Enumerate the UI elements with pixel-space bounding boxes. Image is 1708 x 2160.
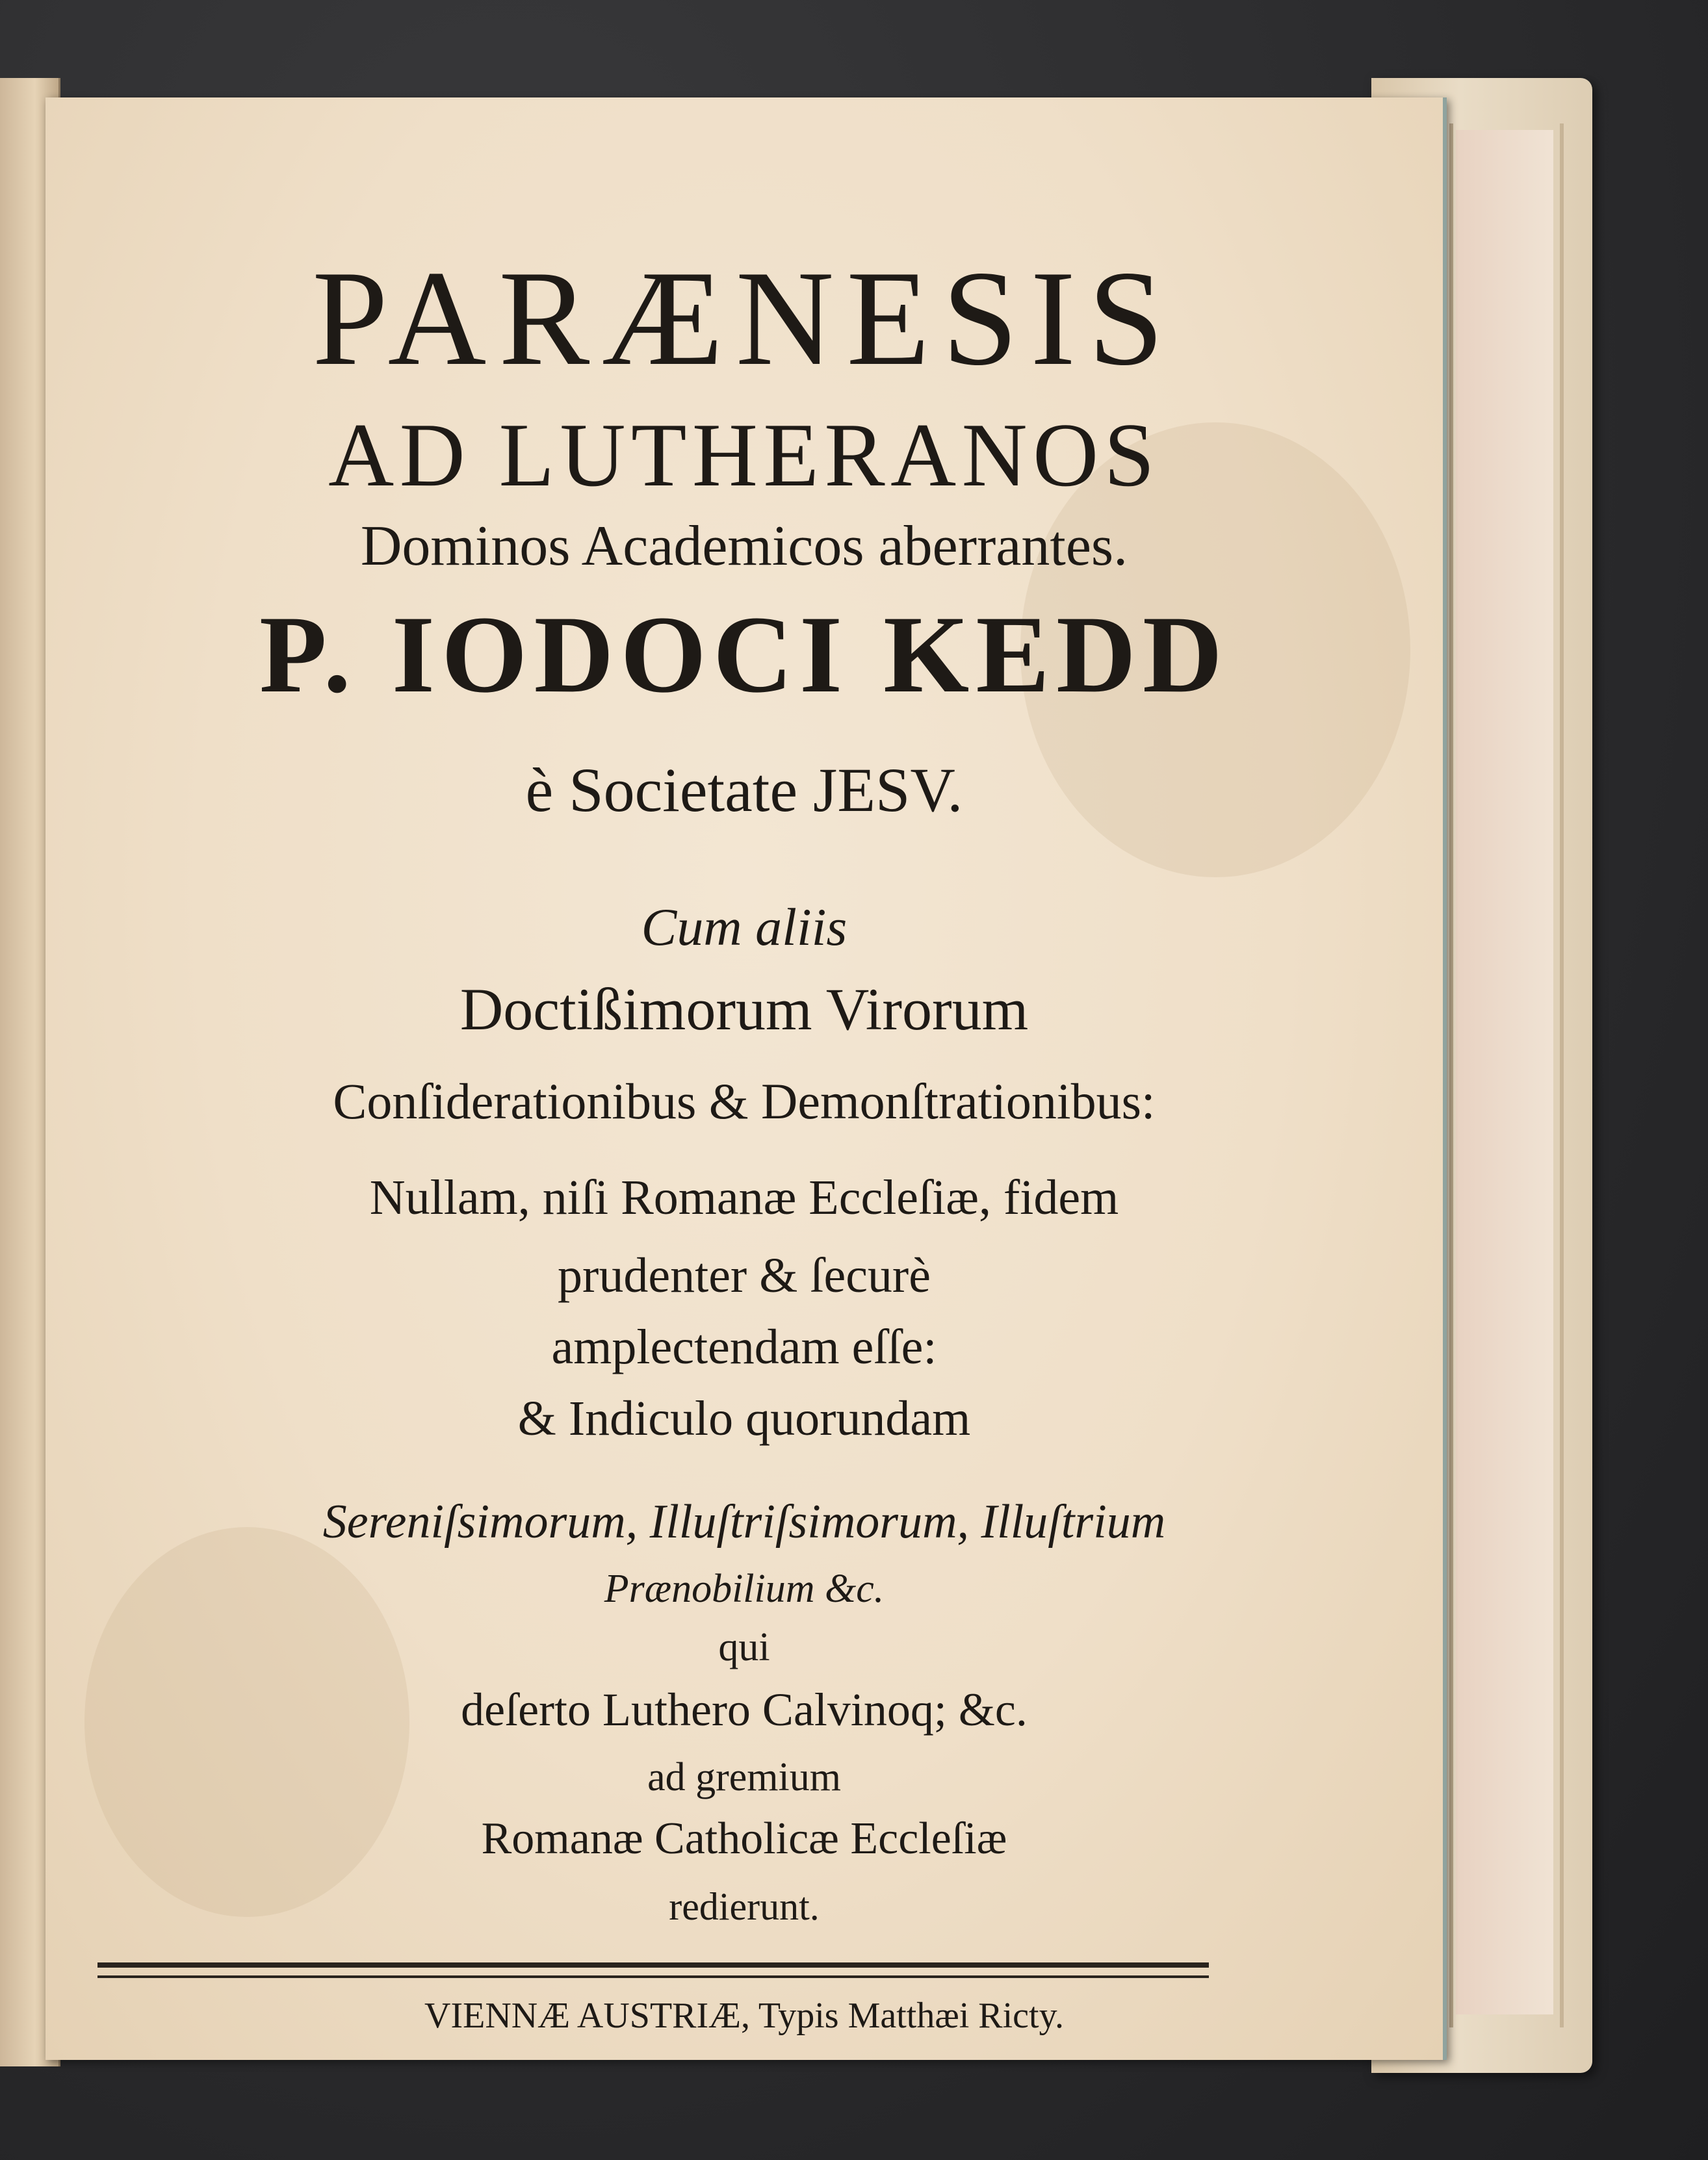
author-order: è Societate JESV.	[525, 755, 963, 825]
page-edge-line	[1560, 123, 1564, 2027]
line-redierunt: redierunt.	[669, 1885, 820, 1928]
title-sub: AD LUTHERANOS	[328, 405, 1160, 506]
imprint-rule-thin	[97, 1975, 1209, 1978]
line-prudenter: prudenter & ſecurè	[558, 1248, 931, 1303]
title-addressees: Dominos Academicos aberrantes.	[360, 515, 1128, 578]
title-main: PARÆNESIS	[312, 243, 1176, 394]
imprint: VIENNÆ AUSTRIÆ, Typis Matthæi Ricty.	[424, 1996, 1064, 2036]
line-deserto: deſerto Luthero Calvinoq; &c.	[461, 1684, 1028, 1736]
page-edge-tint	[1456, 130, 1553, 2014]
title-page	[45, 97, 1447, 2060]
author-name: P. IODOCI KEDD	[259, 593, 1229, 715]
line-indiculo: & Indiculo quorundam	[517, 1391, 971, 1446]
line-serenissimorum: Sereniſsimorum, Illuſtriſsimorum, Illuſtrium	[322, 1495, 1166, 1549]
line-praenobilium: Prænobilium &c.	[604, 1567, 885, 1611]
line-virorum: Doctißimorum Virorum	[459, 976, 1029, 1042]
line-cum-aliis: Cum aliis	[641, 897, 848, 957]
line-nullam: Nullam, niſi Romanæ Eccleſiæ, fidem	[369, 1170, 1119, 1225]
line-amplectendam: amplectendam eſſe:	[551, 1320, 937, 1374]
imprint-rule-top	[97, 1962, 1209, 1968]
line-considerationibus: Conſiderationibus & Demonſtrationibus:	[333, 1073, 1156, 1129]
line-romanae: Romanæ Catholicæ Eccleſiæ	[481, 1814, 1007, 1864]
line-qui: qui	[718, 1625, 770, 1669]
line-ad-gremium: ad gremium	[647, 1755, 841, 1799]
page-edge-line	[1449, 123, 1453, 2027]
